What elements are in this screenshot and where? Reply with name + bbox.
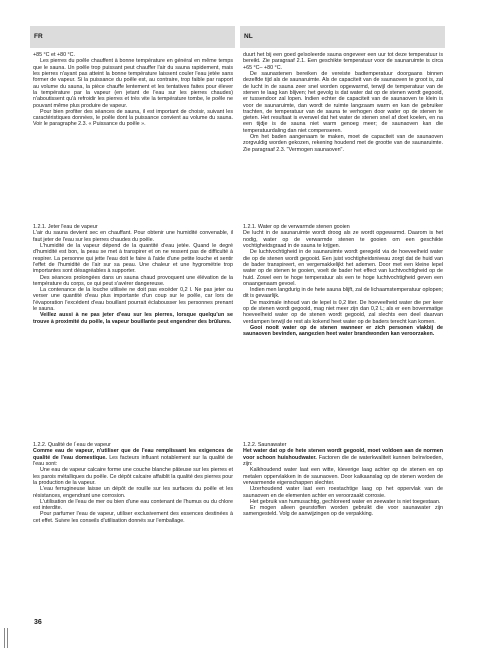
section-122-nl [243,442,443,518]
section-121-fr [33,224,233,325]
warning-text: Veillez aussi à ne pas jeter d'eau sur les pierres, lorsque quelqu'un se trouve à proximité du poêle, la vapeur bouillante peut engendrer des brûlures. [33,312,233,325]
lead-bold: Het water dat op de hete stenen wordt gegooid, moet voldoen aan de normen voor schoon huishoudwater. [243,448,443,461]
lead-bold: Comme eau de vapeur, n'utiliser que de l'eau remplissant les exigences de qualité de l'eau domestique. [33,448,233,461]
paragraph: duurt het bij een goed geïsoleerde sauna ongeveer een uur tot deze temperatuur is bereikt. Zie paragraaf 2.1. Een geschikte temperatuur voor de saunaruimte is circa +65 °C– +80 °C. [243,52,443,71]
section-heading: 1.2.1. Jeter l'eau de vapeur [33,224,98,230]
paragraph: Pour bien profiter des séances de sauna, il est important de choisir, suivant les caractéristiques données, le poêle dont la puissance convient au volume du sauna. Voir le paragraphe 2.3. « Puissance du poêle ». [33,108,233,128]
paragraph: De saunastenen bereiken de vereiste badtemperatuur doorgaans binnen dezelfde tijd als de saunaruimte. Als de capaciteit van de saunaoven te groot is, zal de lucht in de sauna zeer snel worden opgewarmd, terwijl de temperatuur van de stenen te laag kan blijven; het gevolg is dat water dat op de stenen wordt gegooid, er tussendoor zal lopen. Indien echter de capaciteit van de saunaoven te klein is voor de saunaruimte, dan wordt de ruimte langzaam warm en kan de gebruiker trachten, de temperatuur van de sauna te verhogen door water op de stenen te gieten. Het resultaat is evenwel dat het water de stenen snel af doet koelen, en na een tijdje is de sauna niet warm genoeg meer; de saunaoven kan die temperatuurdaling dan niet compenseren. [243,70,443,134]
section-121-nl [243,224,443,338]
paragraph: De luchtvochtigheid in de saunaruimte wordt geregeld via de hoeveelheid water die op de stenen wordt gegooid. Een juist vochtigheidsniveau zorgt dat de huid van de bader transpireert, en vergemakkelijkt het ademen. Door met een kleine lepel water op de stenen te gooien, voelt de bader het effect van luchtvochtigheid op de huid. Zowel een te hoge temperatuur als een te hoge luchtvochtigheid geven een onaangenaam gevoel. [243,249,443,287]
paragraph: Om het baden aangenaam te maken, moet de capaciteit van de saunaoven zorgvuldig worden gekozen, rekening houdend met de grootte van de saunaruimte. Zie paragraaf 2.3. "Vermogen saunaoven". [243,134,443,153]
paragraph: Une eau de vapeur calcaire forme une couche blanche pâteuse sur les pierres et les parois métalliques du poêle. Ce dépôt calcaire affaiblit la qualité des pierres pour la production de la vapeur. [33,467,233,486]
intro-section-nl [243,52,443,153]
paragraph: L'eau ferrugineuse laisse un dépôt de rouille sur les surfaces du poêle et les résistances, engendrant une corrosion. [33,486,233,499]
paragraph: Kalkhoudend water laat een witte, kleverige laag achter op de stenen en op metalen oppervlakken in de saunaoven. Door kalkaanslag op de stenen worden de verwarmende eigenschappen slechter. [243,467,443,486]
intro-section-fr [33,52,233,128]
section-heading: 1.2.2. Saunawater [243,442,287,448]
section-heading: 1.2.2. Qualité de l´eau de vapeur [33,442,111,448]
paragraph: Indien men langdurig in de hete sauna blijft, zal de lichaamstemperatuur oplopen; dit is gevaarlijk. [243,287,443,300]
language-tab-nl: NL [240,26,445,48]
paragraph: Er mogen alleen geurstoffen worden gebruikt die voor saunawater zijn samengesteld. Volg de aanwijzingen op de verpakking. [243,505,443,518]
warning-text: Gooi nooit water op de stenen wanneer er zich personen vlakbij de saunaoven bevinden, aangezien heet water brandwonden kan veroorzaken. [243,325,443,338]
section-heading: 1.2.1. Water op de verwarmde stenen gooien [243,224,350,230]
paragraph: L'air du sauna devient sec en chauffant. Pour obtenir une humidité convenable, il faut jeter de l'eau sur les pierres chaudes du poêle. [33,230,233,243]
page-number: 36 [34,619,42,626]
section-122-fr [33,442,233,524]
paragraph: Pour parfumer l'eau de vapeur, utiliser exclusivement des essences destinées à cet effet. Suivre les conseils d'utilisation donnés sur l'emballage. [33,511,233,524]
language-tab-fr: FR [30,26,235,48]
paragraph: +85 °C et +80 °C. [33,52,76,58]
margin-mark [4,628,8,648]
paragraph: Het gebruik van humusachtig, gechloreerd water en zeewater is niet toegestaan. [250,498,441,505]
language-header [0,0,478,52]
paragraph: IJzerhoudend water laat een roestachtige laag op het oppervlak van de saunaoven en de elementen achter en veroorzaakt corrosie. [243,486,443,499]
lead-paragraph [33,448,233,467]
lead-rest: Factoren die de waterkwaliteit kunnen beïnvloeden, zijn: [243,454,443,467]
paragraph: L'utilisation de l'eau de mer ou bien d'une eau contenant de l'humus ou du chlore est interdite. [33,498,233,512]
paragraph: Les pierres du poêle chauffent à bonne température en général en même temps que le sauna. Un poêle trop puissant peut chauffer l'air du sauna rapidement, mais les pierres n'ayant pas atteint la bonne température laissent couler l'eau jetée sans former de vapeur. Si la puissance du poêle est, au contraire, trop faible par rapport au volume du sauna, la pièce chauffe lentement et les tentatives faites pour élever la température par la vapeur (en jetant de l'eau sur les pierres chaudes) n'aboutissent qu'à refroidir les pierres et très vite la température tombe, le poêle ne pouvant même plus produire de vapeur. [33,58,233,109]
paragraph: De maximale inhoud van de lepel is 0,2 liter. De hoeveelheid water die per keer op de stenen wordt gegooid, mag niet meer zijn dan 0,2 L; als er een bovenmatige hoeveelheid water op de stenen wordt gegooid, zal slechts een deel daarvan verdampen terwijl de rest als kokend heet water op de baders terecht kan komen. [243,299,443,325]
paragraph: Des séances prolongées dans un sauna chaud provoquent une élévation de la température du corps, ce qui peut s'avérer dangereuse. [33,274,233,287]
paragraph: La contenance de la louche utilisée ne doit pas excéder 0,2 l. Ne pas jeter ou verser une quantité d'eau plus importante d'un coup sur le poêle, car lors de l'évaporation l'excédent d'eau bouillant pourrait éclabousser les personnes prenant le sauna. [33,287,233,313]
paragraph: L'humidité de la vapeur dépend de la quantité d'eau jetée. Quand le degré d'humidité est bon, la peau se met à transpirer et on ne ressent pas de difficulté à respirer. La personne qui jette l'eau doit le faire à l'aide d'une petite louche et sentir l'effet de l'humidité de l'air sur sa peau. Une chaleur et une hygrométrie trop importantes sont désagréables à supporter. [33,242,233,275]
lead-paragraph [243,448,443,467]
lead-rest: Les facteurs influant notablement sur la qualité de l'eau sont: [33,454,233,467]
paragraph: De lucht in de saunaruimte wordt droog als ze wordt opgewarmd. Daarom is het nodig, water op de verwarmde stenen te gooien om een geschikte vochtigheidsgraad in de sauna te krijgen. [243,230,443,249]
